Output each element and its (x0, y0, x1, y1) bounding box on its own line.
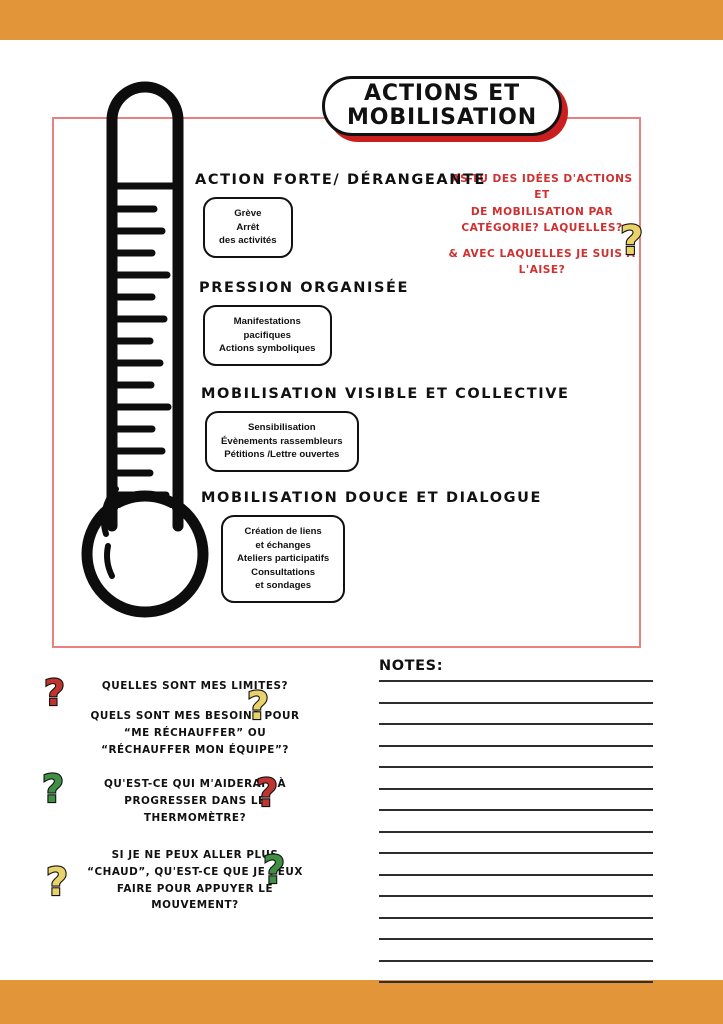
category-examples-box (203, 197, 293, 258)
category-action-forte (195, 172, 486, 258)
note-line[interactable] (379, 831, 653, 833)
question-line: “RÉCHAUFFER MON ÉQUIPE”? (101, 743, 289, 756)
category-title: MOBILISATION VISIBLE ET COLLECTIVE (201, 386, 570, 402)
note-line[interactable] (379, 895, 653, 897)
note-line[interactable] (379, 766, 653, 768)
note-line[interactable] (379, 809, 653, 811)
note-line[interactable] (379, 938, 653, 940)
note-line[interactable] (379, 702, 653, 704)
example-item: des activités (219, 235, 277, 247)
note-line[interactable] (379, 874, 653, 876)
note-line[interactable] (379, 960, 653, 962)
example-item: Pétitions /Lettre ouvertes (224, 449, 340, 461)
note-line[interactable] (379, 981, 653, 983)
notes-section (379, 658, 653, 1003)
prompt-line-1: AS-TU DES IDÉES D'ACTIONS ET (451, 173, 633, 202)
note-line[interactable] (379, 917, 653, 919)
note-line[interactable] (379, 680, 653, 682)
question-mark-icon-red-1: ? (44, 673, 65, 714)
example-item: Ateliers participatifs (237, 553, 330, 565)
note-line[interactable] (379, 723, 653, 725)
example-item: Actions symboliques (219, 343, 316, 355)
example-item: Manifestations (233, 316, 301, 327)
notes-lines[interactable] (379, 680, 653, 983)
example-item: Évènements rassembleurs (221, 435, 343, 447)
category-title: MOBILISATION DOUCE ET DIALOGUE (201, 490, 543, 506)
prompt-line-5: L'AISE? (518, 264, 566, 277)
top-orange-band (0, 0, 723, 40)
question-line: PROGRESSER DANS LE (124, 795, 266, 808)
title-line-1: ACTIONS ET (363, 81, 521, 107)
category-pression-organisee (199, 280, 409, 366)
question-line: THERMOMÈTRE? (143, 812, 247, 825)
question-mark-icon-green-1: ? (42, 767, 65, 811)
question-limites (60, 678, 330, 695)
note-line[interactable] (379, 788, 653, 790)
title-badge (322, 76, 568, 142)
question-progresser (60, 771, 330, 827)
prompt-line-3: CATÉGORIE? LAQUELLES? (461, 222, 623, 235)
title-box (322, 76, 562, 136)
category-mobilisation-visible (201, 386, 570, 472)
prompt-line-2: DE MOBILISATION PAR (470, 205, 614, 218)
question-line: QUELLES SONT MES LIMITES? (101, 680, 289, 692)
question-line: “ME RÉCHAUFFER” OU (123, 726, 267, 739)
question-line: QU'EST-CE QUI M'AIDERAIT À (103, 778, 287, 791)
question-mark-icon-yellow-1: ? (247, 684, 270, 728)
category-examples-box (205, 411, 359, 472)
category-examples-box (203, 305, 332, 366)
question-mark-icon-prompt: ? (620, 218, 644, 264)
question-appuyer (60, 847, 330, 914)
question-mark-icon-yellow-2: ? (46, 860, 69, 904)
question-line: MOUVEMENT? (151, 899, 239, 912)
category-mobilisation-douce (201, 490, 542, 603)
title-line-2: MOBILISATION (346, 105, 538, 130)
question-line: SI JE NE PEUX ALLER PLUS (111, 848, 279, 861)
example-item: pacifiques (243, 329, 291, 341)
example-item: et échanges (255, 539, 311, 551)
note-line[interactable] (379, 745, 653, 747)
example-item: Arrêt (236, 221, 260, 233)
prompt-line-4: & AVEC LAQUELLES JE SUIS À (448, 247, 636, 260)
question-line: “CHAUD”, QU'EST-CE QUE JE PEUX (87, 865, 303, 878)
example-item: Création de liens (244, 526, 322, 537)
note-line[interactable] (379, 852, 653, 854)
question-besoins (60, 708, 330, 759)
example-item: et sondages (255, 580, 312, 592)
category-title: ACTION FORTE/ DÉRANGEANTE (195, 172, 486, 188)
reflection-questions (60, 678, 330, 927)
question-mark-icon-green-2: ? (263, 848, 286, 892)
question-line: QUELS SONT MES BESOINS POUR (90, 709, 300, 722)
example-item: Consultations (251, 566, 316, 578)
example-item: Grève (234, 208, 262, 219)
category-title: PRESSION ORGANISÉE (199, 280, 410, 296)
question-mark-icon-red-2: ? (256, 771, 279, 815)
category-examples-box (221, 515, 345, 603)
question-line: FAIRE POUR APPUYER LE (116, 882, 274, 895)
example-item: Sensibilisation (247, 422, 316, 433)
notes-title: NOTES: (379, 658, 444, 674)
